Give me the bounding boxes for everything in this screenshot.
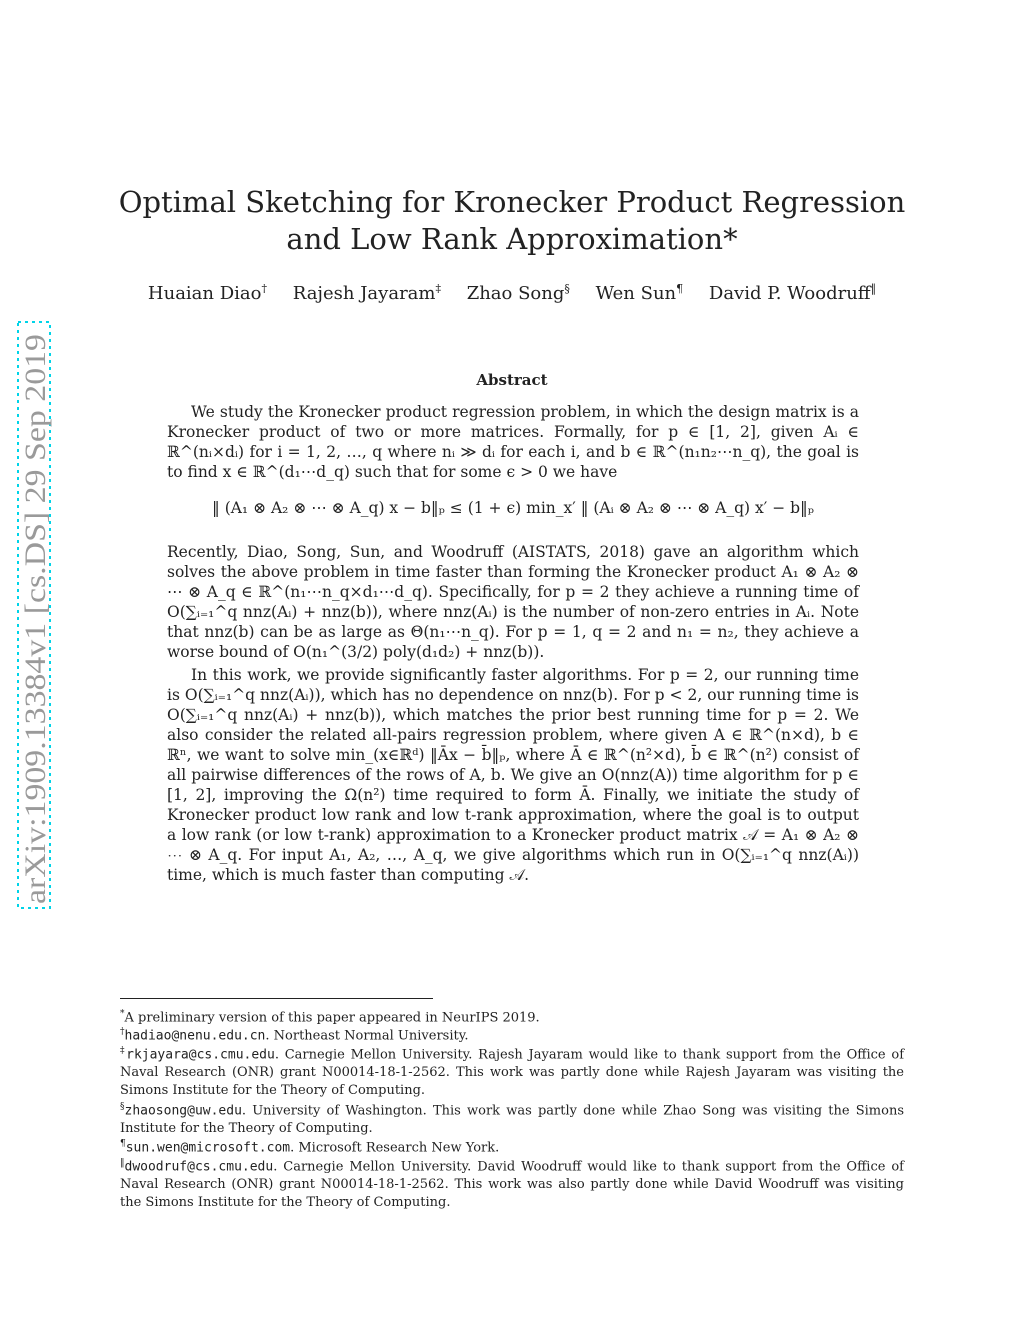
abstract-paragraph-2: Recently, Diao, Song, Sun, and Woodruff (AISTATS, 2018) gave an algorithm which solves the above problem in time faster than forming the Kronecker product A₁ ⊗ A₂ ⊗ ⋯ ⊗ A_q ∈ ℝ^(n₁⋯n_q×d₁⋯d_q). Specifically, for p = 2 they achieve a running time of O(∑ᵢ₌₁^q nnz(Aᵢ) + nnz(b)), where nnz(Aᵢ) is the number of non-zero entries in Aᵢ. Note that nnz(b) can be as large as Θ(n₁⋯n_q). For p = 1, q = 2 and n₁ = n₂, they achieve a worse bound of O(n₁^(3/2) poly(d₁d₂) + nnz(b)). <box>167 543 859 661</box>
author: Huaian Diao† <box>147 282 267 304</box>
email-link[interactable]: zhaosong@uw.edu <box>124 1103 242 1119</box>
author: Zhao Song§ <box>466 282 570 304</box>
footnote: ¶sun.wen@microsoft.com. Microsoft Research New York. <box>120 1139 500 1156</box>
footnote: §zhaosong@uw.edu. University of Washington. This work was partly done while Zhao Song was visiting the Simons Institute for the Theory of Computing. <box>120 1102 904 1137</box>
author: Rajesh Jayaram‡ <box>292 282 441 304</box>
author: Wen Sun¶ <box>595 282 684 304</box>
email-link[interactable]: hadiao@nenu.edu.cn <box>124 1028 266 1044</box>
abstract-heading: Abstract <box>476 371 548 389</box>
author-list <box>0 282 1024 304</box>
email-link[interactable]: rkjayara@cs.cmu.edu <box>126 1047 275 1063</box>
title-line-2: and Low Rank Approximation* <box>286 222 738 256</box>
paper-title <box>0 184 1024 258</box>
email-link[interactable]: dwoodruf@cs.cmu.edu <box>124 1159 274 1175</box>
footnote: ‖dwoodruf@cs.cmu.edu. Carnegie Mellon University. David Woodruff would like to thank support from the Office of Naval Research (ONR) grant N00014-18-1-2562. This work was also partly done while David Woodruff was visiting the Simons Institute for the Theory of Computing. <box>120 1158 904 1211</box>
footnote: *A preliminary version of this paper appeared in NeurIPS 2019. <box>120 1009 540 1026</box>
footnote: ‡rkjayara@cs.cmu.edu. Carnegie Mellon University. Rajesh Jayaram would like to thank support from the Office of Naval Research (ONR) grant N00014-18-1-2562. This work was partly done while Rajesh Jayaram was visiting the Simons Institute for the Theory of Computing. <box>120 1046 905 1099</box>
display-equation: ‖ (A₁ ⊗ A₂ ⊗ ⋯ ⊗ A_q) x − b‖ₚ ≤ (1 + ϵ) min_x′ ‖ (Aᵢ ⊗ A₂ ⊗ ⋯ ⊗ A_q) x′ − b‖ₚ <box>212 499 814 517</box>
title-line-1: Optimal Sketching for Kronecker Product Regression <box>118 185 906 219</box>
footnote-rule <box>120 998 433 999</box>
author: David P. Woodruff‖ <box>708 282 877 304</box>
abstract-paragraph-3: In this work, we provide significantly faster algorithms. For p = 2, our running time is O(∑ᵢ₌₁^q nnz(Aᵢ)), which has no dependence on nnz(b). For p < 2, our running time is O(∑ᵢ₌₁^q nnz(Aᵢ) + nnz(b)), which matches the prior best running time for p = 2. We also consider the related all-pairs regression problem, where given A ∈ ℝ^(n×d), b ∈ ℝⁿ, we want to solve min_(x∈ℝᵈ) ‖Āx − b̄‖ₚ, where Ā ∈ ℝ^(n²×d), b̄ ∈ ℝ^(n²) consist of all pairwise differences of the rows of A, b. We give an O(nnz(A)) time algorithm for p ∈ [1, 2], improving the Ω(n²) time required to form Ā. Finally, we initiate the study of Kronecker product low rank and low t-rank approximation, where the goal is to output a low rank (or low t-rank) approximation to a Kronecker product matrix 𝒜 = A₁ ⊗ A₂ ⊗ ⋯ ⊗ A_q. For input A₁, A₂, …, A_q, we give algorithms which run in O(∑ᵢ₌₁^q nnz(Aᵢ)) time, which is much faster than computing 𝒜. <box>167 666 859 884</box>
footnote: †hadiao@nenu.edu.cn. Northeast Normal University. <box>120 1027 469 1044</box>
email-link[interactable]: sun.wen@microsoft.com <box>125 1140 291 1156</box>
abstract-paragraph-1: We study the Kronecker product regression problem, in which the design matrix is a Kronecker product of two or more matrices. Formally, for p ∈ [1, 2], given Aᵢ ∈ ℝ^(nᵢ×dᵢ) for i = 1, 2, …, q where nᵢ ≫ dᵢ for each i, and b ∈ ℝ^(n₁n₂⋯n_q), the goal is to find x ∈ ℝ^(d₁⋯d_q) such that for some ϵ > 0 we have <box>167 403 859 481</box>
arxiv-stamp <box>14 320 54 910</box>
arxiv-stamp-text: arXiv:1909.13384v1 [cs.DS] 29 Sep 2019 <box>19 399 52 904</box>
